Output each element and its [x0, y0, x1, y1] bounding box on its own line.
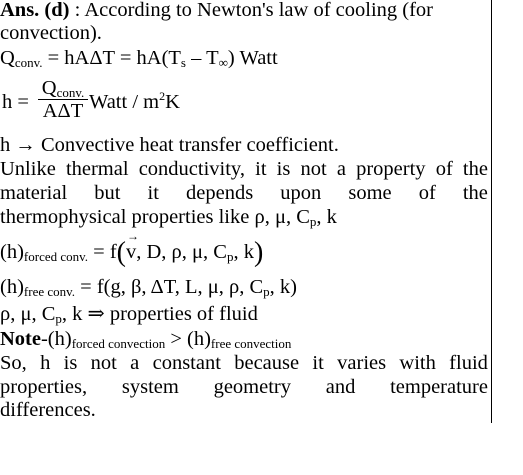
answer-intro-cont: [0, 21, 102, 45]
word: property: [356, 158, 426, 180]
para2-line1: [0, 351, 488, 375]
word: it: [255, 158, 267, 180]
h-definition-text: h → Convective heat transfer coefficient.: [0, 134, 339, 156]
para2-line2: [0, 375, 488, 399]
forced-args: , D, ρ, μ, C: [136, 241, 227, 263]
word: fluid: [449, 352, 488, 374]
word: and: [325, 376, 356, 398]
h-unit-end: K: [165, 91, 180, 113]
note-h1: -(h): [40, 328, 72, 350]
forced-conv-equation: [0, 229, 264, 268]
free-end: , k): [269, 276, 297, 298]
h-lhs: h =: [2, 91, 29, 113]
free-args: = f(g, β, ΔT, L, μ, ρ, C: [75, 276, 264, 298]
ts-subscript: s: [180, 55, 186, 70]
h-num-sub: conv.: [56, 85, 85, 100]
free-conv-equation: [0, 275, 297, 299]
h-unit-main: Watt / m: [89, 91, 160, 113]
para2-line3: [0, 398, 96, 422]
para2-line3-text: differences.: [0, 399, 96, 421]
h-unit: [89, 90, 180, 114]
forced-cp-subscript: p: [226, 249, 234, 264]
word: of: [435, 158, 453, 180]
word: a: [336, 158, 346, 180]
h-num-q: Q: [41, 77, 57, 99]
note-line: [0, 327, 291, 351]
tinf-subscript: ∞: [218, 55, 228, 70]
forced-h: (h): [0, 241, 24, 263]
q-subscript: conv.: [14, 55, 43, 70]
answer-intro-cont-text: convection).: [0, 22, 102, 44]
answer-label: Ans. (d): [0, 0, 70, 21]
word: geometry: [213, 376, 291, 398]
free-h: (h): [0, 276, 24, 298]
forced-eq: = f: [88, 241, 117, 263]
word: h: [40, 352, 51, 374]
word: conductivity,: [138, 158, 245, 180]
q-equation: [0, 46, 278, 70]
word: but: [94, 182, 121, 204]
vector-arrow-icon: →: [127, 229, 139, 243]
para1-line3-end: , k: [316, 206, 337, 228]
word: properties,: [0, 376, 88, 398]
word: system: [121, 376, 179, 398]
word: material: [0, 182, 68, 204]
word: temperature: [390, 376, 488, 398]
word: is: [63, 352, 78, 374]
h-fraction-denominator: AΔT: [42, 100, 84, 122]
word: it: [312, 352, 324, 374]
note-label: Note: [0, 328, 41, 350]
word: not: [90, 352, 117, 374]
note-gt: > (h): [165, 328, 211, 350]
word: depends: [186, 182, 254, 204]
fluid-properties: [0, 302, 258, 326]
forced-subscript: forced conv.: [23, 249, 89, 264]
forced-args-end: , k: [233, 241, 254, 263]
answer-intro: : According to Newton's law of cooling (for: [69, 0, 434, 21]
word: upon: [280, 182, 322, 204]
para1-line1: [0, 157, 488, 181]
velocity-vector: [126, 229, 139, 264]
h-fraction-numerator: [38, 77, 88, 99]
props-end: , k ⇒ properties of fluid: [61, 303, 258, 325]
word: thermal: [65, 158, 129, 180]
vector-v: v: [126, 241, 137, 263]
para1-line3: [0, 205, 337, 229]
word: So,: [0, 352, 27, 374]
q-minus: – T: [185, 47, 219, 69]
word: the: [462, 182, 488, 204]
open-paren: (: [116, 237, 126, 268]
q-end: ) Watt: [227, 47, 278, 69]
word: a: [130, 352, 140, 374]
word: not: [300, 158, 327, 180]
note-sub1: forced convection: [71, 336, 166, 351]
word: with: [399, 352, 436, 374]
para1-line2: [0, 181, 488, 205]
answer-line: [0, 0, 433, 22]
h-fraction: [38, 77, 88, 122]
para1-line3-text: thermophysical properties like ρ, μ, C: [0, 206, 310, 228]
word: Unlike: [0, 158, 56, 180]
word: because: [234, 352, 300, 374]
note-sub2: free convection: [210, 336, 292, 351]
free-cp-subscript: p: [263, 284, 270, 299]
props-subscript: p: [55, 311, 62, 326]
q-symbol: Q: [0, 47, 15, 69]
word: of: [418, 182, 436, 204]
free-subscript: free conv.: [23, 284, 76, 299]
close-paren: ): [253, 237, 264, 268]
props-pre: ρ, μ, C: [0, 303, 56, 325]
cp-subscript: p: [309, 214, 317, 229]
h-definition: [0, 133, 339, 157]
word: some: [348, 182, 392, 204]
word: constant: [152, 352, 221, 374]
word: the: [462, 158, 488, 180]
h-unit-sup: 2: [159, 89, 166, 103]
word: is: [276, 158, 291, 180]
q-rhs: = hAΔT = hA(T: [42, 47, 181, 69]
word: it: [147, 182, 159, 204]
word: varies: [337, 352, 387, 374]
